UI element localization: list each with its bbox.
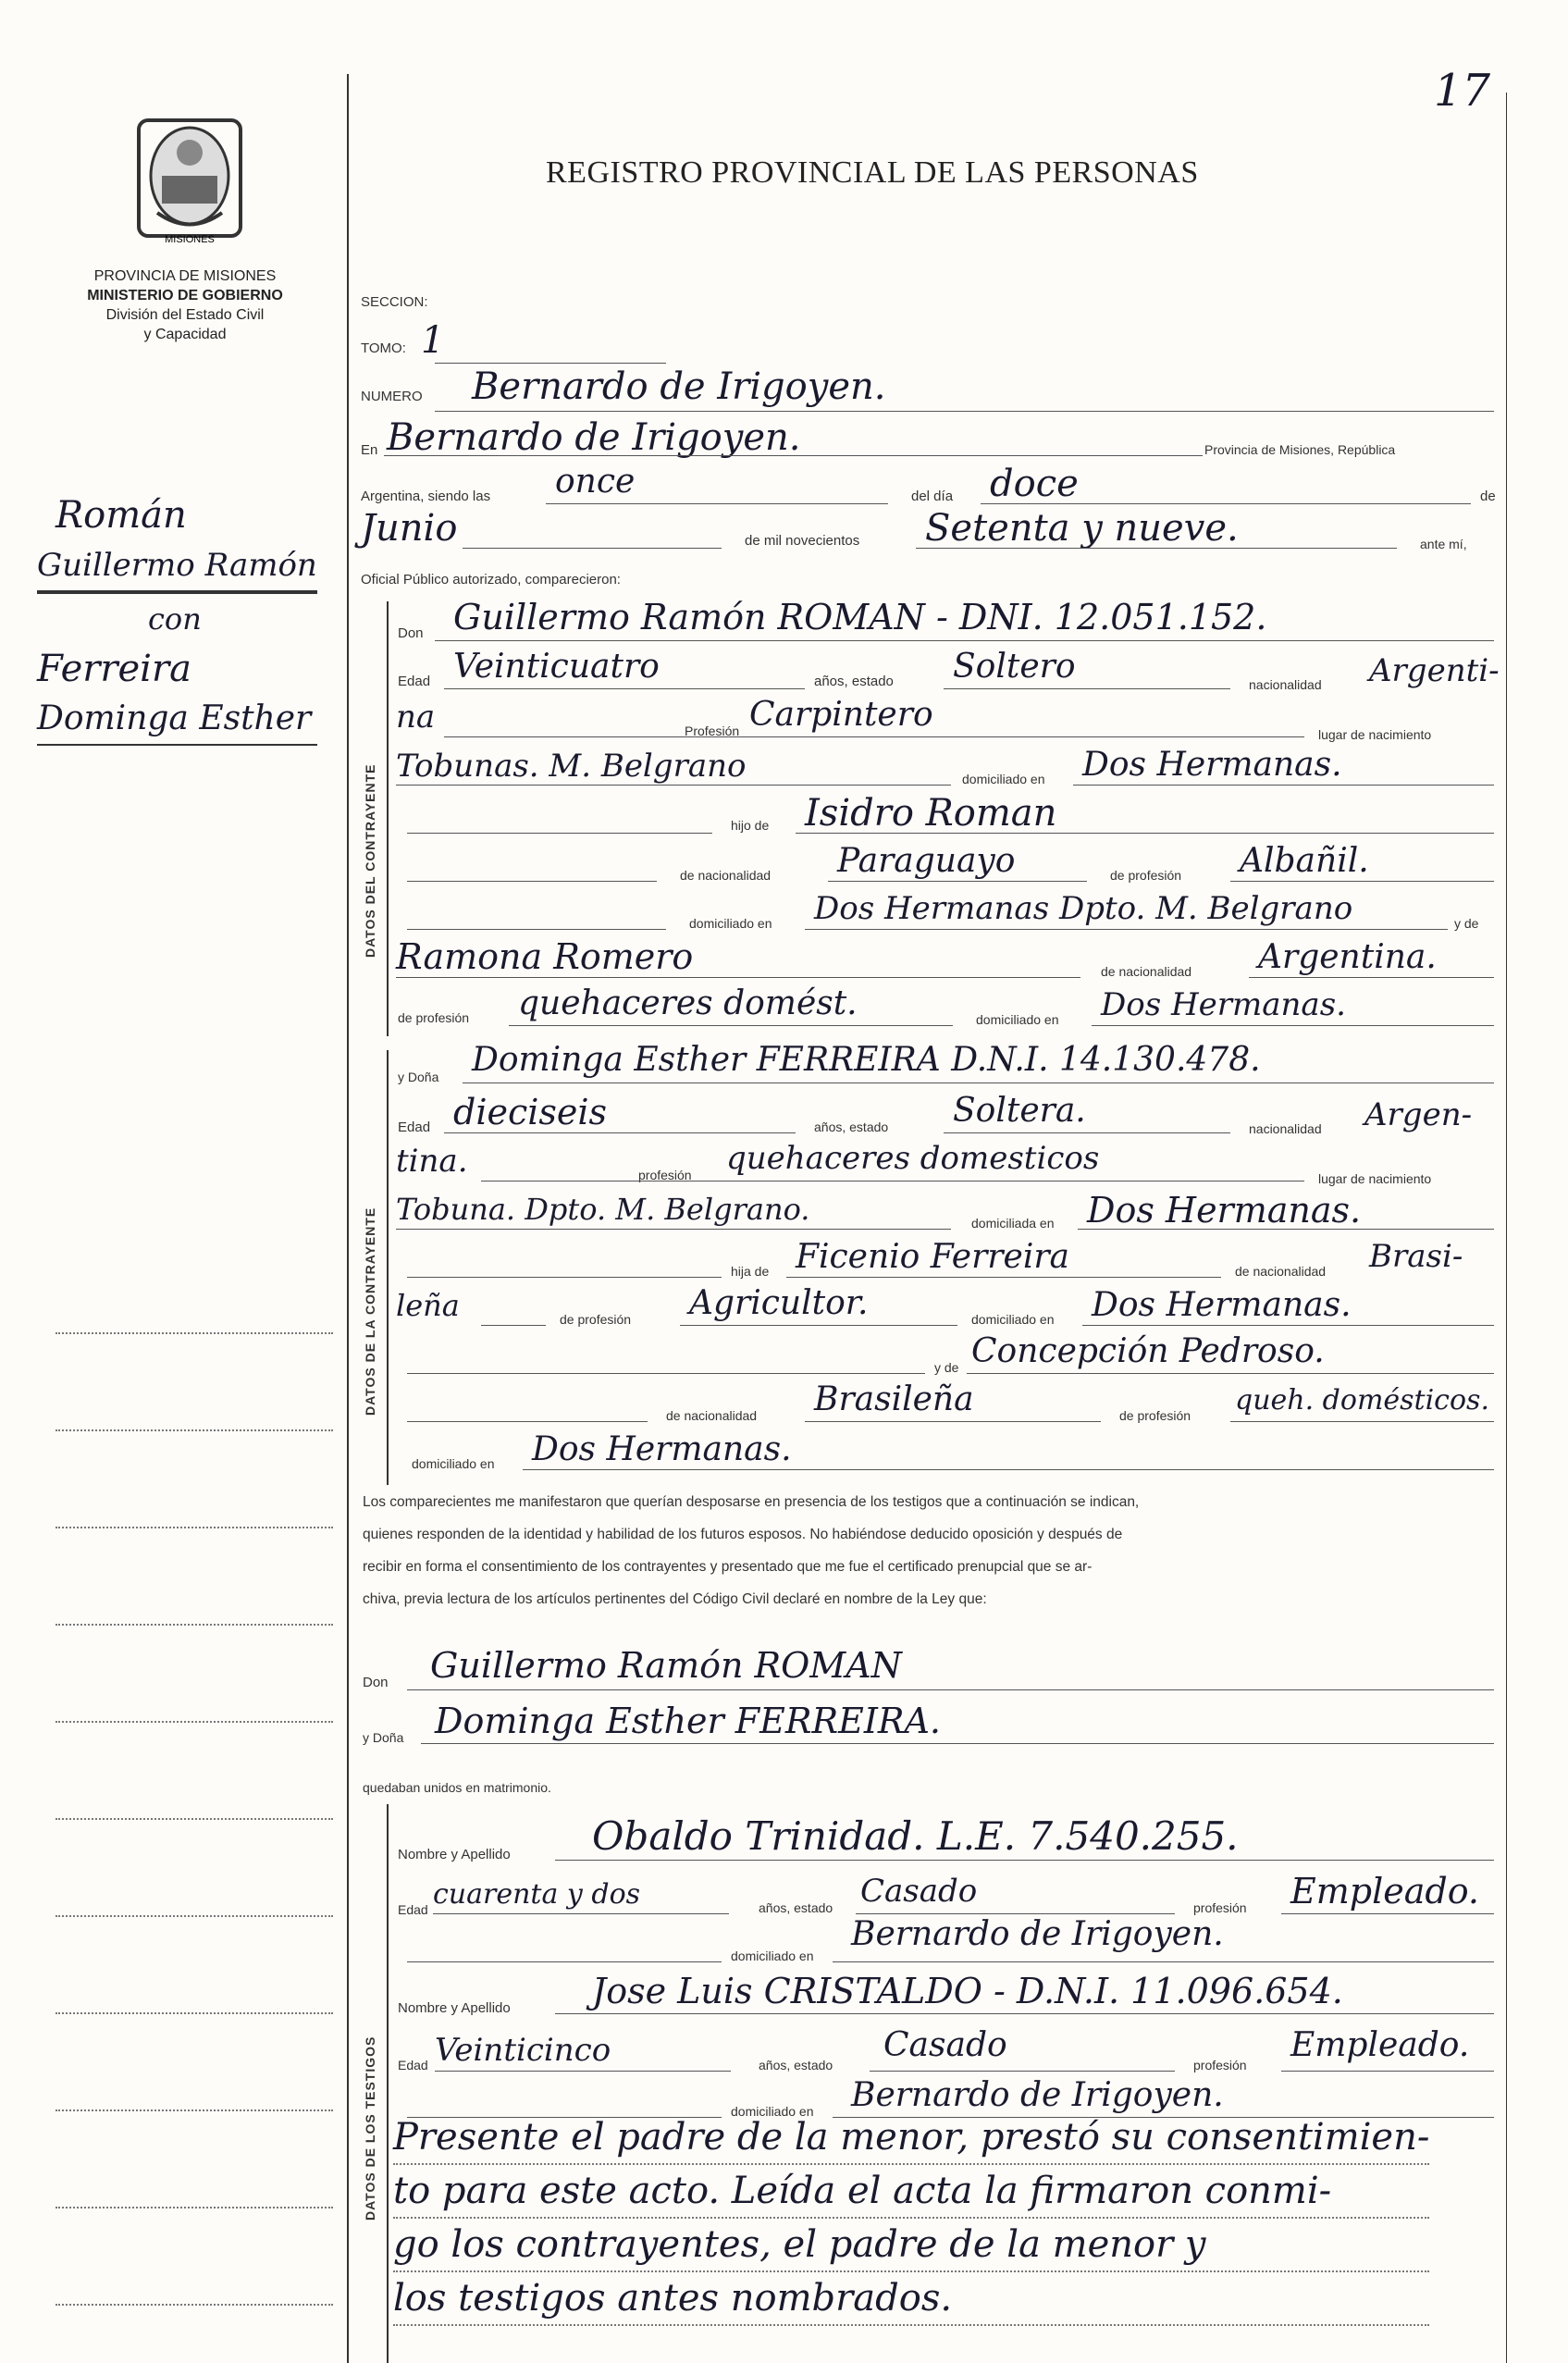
w2-estado: Casado [883, 2026, 1007, 2064]
groom-father: Isidro Roman [805, 792, 1057, 835]
witness-block-border [387, 1804, 389, 2363]
groom-prof: Carpintero [749, 696, 933, 734]
de-mil-label: de mil novecientos [745, 533, 860, 549]
bride-anos-label: años, estado [814, 1120, 889, 1134]
bride-block-border [387, 1050, 389, 1485]
groom-age: Veinticuatro [453, 648, 660, 686]
bride-father-dom: Dos Hermanas. [1092, 1286, 1352, 1324]
bride-father-nac-cont: leña [396, 1288, 460, 1323]
groom-mother-dom: Dos Hermanas. [1101, 986, 1346, 1023]
bride-father: Ficenio Ferreira [796, 1238, 1069, 1276]
groom-name: Guillermo Ramón ROMAN - DNI. 12.051.152. [453, 597, 1267, 637]
bride-dom: Dos Hermanas. [1087, 1190, 1362, 1231]
page-title: REGISTRO PROVINCIAL DE LAS PERSONAS [546, 155, 1199, 190]
bride-name: Dominga Esther FERREIRA D.N.I. 14.130.478. [472, 1041, 1261, 1079]
bride-hija-label: hija de [731, 1264, 770, 1279]
declaration-line-3: recibir en forma el consentimiento de los contrayentes y presentado que me fue el certificado prenupcial que se ar- [363, 1559, 1093, 1575]
division-line: División del Estado Civil [105, 307, 265, 323]
groom-mother-nac-label: de nacionalidad [1101, 964, 1192, 979]
groom-father-prof-label: de profesión [1110, 868, 1182, 883]
bride-dona-label: y Doña [398, 1070, 439, 1084]
hora-value: once [555, 463, 636, 501]
margin-note-l4: Ferreira [37, 648, 191, 690]
bride-father-nac: Brasi- [1369, 1238, 1463, 1275]
groom-dom: Dos Hermanas. [1082, 746, 1342, 784]
seccion-label: SECCION: [361, 294, 428, 310]
w1-estado: Casado [860, 1873, 978, 1910]
side-label-bride: DATOS DE LA CONTRAYENTE [363, 1206, 377, 1416]
groom-father-nac-label: de nacionalidad [680, 868, 772, 883]
margin-note-l5: Dominga Esther [37, 694, 317, 746]
w1-age: cuarenta y dos [433, 1878, 641, 1911]
w1-nombre-label: Nombre y Apellido [398, 1847, 511, 1862]
w2-dom-label: domiciliado en [731, 2104, 814, 2119]
bride-mother-nac-label: de nacionalidad [666, 1408, 758, 1423]
bride-nac: Argen- [1364, 1096, 1473, 1133]
groom-mother: Ramona Romero [396, 936, 694, 977]
closing-note-l4: los testigos antes nombrados. [393, 2272, 1429, 2326]
closing-note-l1: Presente el padre de la menor, prestó su consentimien- [393, 2111, 1429, 2165]
declaration-paragraph [363, 1486, 1500, 1615]
tomo-label: TOMO: [361, 340, 406, 356]
bride-dom-label: domiciliada en [971, 1216, 1055, 1231]
page-number: 17 [1434, 65, 1491, 117]
groom-estado: Soltero [953, 648, 1076, 686]
w1-dom: Bernardo de Irigoyen. [851, 1915, 1224, 1953]
provincial-seal [130, 111, 250, 250]
groom-y-de-label: y de [1454, 916, 1479, 931]
decl-groom: Guillermo Ramón ROMAN [430, 1645, 902, 1686]
groom-hijo-label: hijo de [731, 818, 770, 833]
seal-lettering: MISIONES [165, 234, 215, 245]
groom-mother-dom-label: domiciliado en [976, 1012, 1059, 1027]
ante-mi-label: ante mí, [1420, 537, 1467, 551]
groom-mother-nac: Argentina. [1258, 938, 1437, 976]
en-value: Bernardo de Irigoyen. [387, 416, 801, 459]
bride-nac-label: nacionalidad [1249, 1121, 1322, 1136]
decl-bride: Dominga Esther FERREIRA. [435, 1701, 941, 1741]
bride-mother: Concepción Pedroso. [971, 1332, 1325, 1370]
groom-lugar-label: lugar de nacimiento [1318, 727, 1432, 742]
right-border [1506, 93, 1507, 2363]
w2-prof-label: profesión [1193, 2058, 1247, 2072]
declaration-line-2: quienes responden de la identidad y habilidad de los futuros esposos. No habiéndose deducido oposición y después de [363, 1527, 1123, 1542]
margin-note-l1: Román [56, 494, 187, 537]
side-label-witnesses: DATOS DE LOS TESTIGOS [363, 2035, 377, 2221]
groom-nac-label: nacionalidad [1249, 677, 1322, 692]
province-line: PROVINCIA DE MISIONES [93, 268, 277, 284]
argentina-label: Argentina, siendo las [361, 489, 491, 504]
groom-dom-label: domiciliado en [962, 772, 1045, 786]
w1-anos-label: años, estado [759, 1900, 833, 1915]
w2-nombre-label: Nombre y Apellido [398, 2000, 511, 2016]
bride-mother-prof-label: de profesión [1119, 1408, 1191, 1423]
anio-value: Setenta y nueve. [925, 507, 1239, 550]
w1-prof: Empleado. [1290, 1871, 1480, 1911]
bride-father-prof-label: de profesión [560, 1312, 632, 1327]
w2-edad-label: Edad [398, 2058, 428, 2072]
w1-name: Obaldo Trinidad. L.E. 7.540.255. [592, 1813, 1239, 1859]
bride-prof-label: profesión [638, 1168, 692, 1182]
issuing-authority [37, 266, 333, 344]
closing-note-l2: to para este acto. Leída el acta la firmaron conmi- [393, 2165, 1429, 2219]
margin-note [37, 490, 317, 746]
groom-mother-prof-label: de profesión [398, 1010, 470, 1025]
mes-value: Junio [361, 507, 458, 550]
en-label: En [361, 442, 378, 458]
bride-y-de-label: y de [934, 1360, 959, 1375]
numero-value: Bernardo de Irigoyen. [472, 365, 886, 408]
quedaban-label: quedaban unidos en matrimonio. [363, 1780, 551, 1795]
w1-dom-label: domiciliado en [731, 1949, 814, 1963]
w1-prof-label: profesión [1193, 1900, 1247, 1915]
bride-edad-label: Edad [398, 1120, 431, 1135]
groom-block-border [387, 601, 389, 1036]
ministry-line: MINISTERIO DE GOBIERNO [87, 288, 283, 303]
bride-estado: Soltera. [953, 1092, 1086, 1130]
groom-nac-cont: na [396, 699, 436, 736]
bride-prof: quehaceres domesticos [726, 1140, 1100, 1177]
declaration-line-1: Los comparecientes me manifestaron que querían desposarse en presencia de los testigos que a continuación se indican, [363, 1494, 1140, 1510]
groom-prof-label: Profesión [685, 724, 740, 738]
groom-father-nac: Paraguayo [837, 842, 1016, 880]
closing-note-l3: go los contrayentes, el padre de la menor y [393, 2219, 1429, 2272]
oficial-label: Oficial Público autorizado, comparecieron: [361, 572, 621, 588]
numero-label: NUMERO [361, 389, 423, 404]
w2-dom: Bernardo de Irigoyen. [851, 2076, 1224, 2114]
groom-mother-prof: quehaceres domést. [518, 984, 858, 1022]
groom-father-prof: Albañil. [1240, 842, 1369, 880]
bride-mother-nac: Brasileña [814, 1380, 974, 1418]
w1-edad-label: Edad [398, 1902, 428, 1917]
side-label-groom: DATOS DEL CONTRAYENTE [363, 763, 377, 958]
provincia-label: Provincia de Misiones, República [1204, 442, 1396, 457]
decl-dona-label: y Doña [363, 1730, 404, 1745]
tomo-value: 1 [421, 319, 445, 362]
bride-age: dieciseis [453, 1092, 608, 1132]
declaration-line-4: chiva, previa lectura de los artículos pertinentes del Código Civil declaré en nombre de la Ley que: [363, 1591, 987, 1607]
bride-birth: Tobuna. Dpto. M. Belgrano. [396, 1192, 810, 1227]
groom-edad-label: Edad [398, 674, 431, 689]
margin-note-l2: Guillermo Ramón [37, 540, 317, 592]
w2-anos-label: años, estado [759, 2058, 833, 2072]
w2-prof: Empleado. [1290, 2026, 1470, 2064]
margin-note-l3: con [37, 592, 317, 644]
closing-note [393, 2111, 1429, 2326]
bride-nac-cont: tina. [396, 1143, 468, 1180]
del-dia-label: del día [911, 489, 954, 504]
bride-lugar-label: lugar de nacimiento [1318, 1171, 1432, 1186]
groom-don-label: Don [398, 625, 424, 641]
groom-birth: Tobunas. M. Belgrano [396, 748, 747, 785]
bride-mother-prof: queh. domésticos. [1235, 1384, 1489, 1417]
bride-father-prof: Agricultor. [689, 1284, 869, 1322]
groom-anos-label: años, estado [814, 674, 894, 689]
de-label: de [1480, 489, 1496, 504]
margin-divider [347, 74, 349, 2363]
dia-value: doce [990, 463, 1079, 505]
w2-age: Veinticinco [435, 2032, 611, 2069]
groom-father-dom-label: domiciliado en [689, 916, 772, 931]
groom-nac: Argenti- [1369, 652, 1500, 689]
bride-mother-dom-label: domiciliado en [412, 1456, 495, 1471]
decl-don-label: Don [363, 1675, 389, 1690]
capacity-line: y Capacidad [143, 327, 227, 342]
bride-father-nac-label: de nacionalidad [1235, 1264, 1327, 1279]
w2-name: Jose Luis CRISTALDO - D.N.I. 11.096.654. [592, 1971, 1343, 2011]
bride-mother-dom: Dos Hermanas. [532, 1430, 792, 1468]
bride-father-dom-label: domiciliado en [971, 1312, 1055, 1327]
groom-father-dom: Dos Hermanas Dpto. M. Belgrano [814, 890, 1353, 927]
